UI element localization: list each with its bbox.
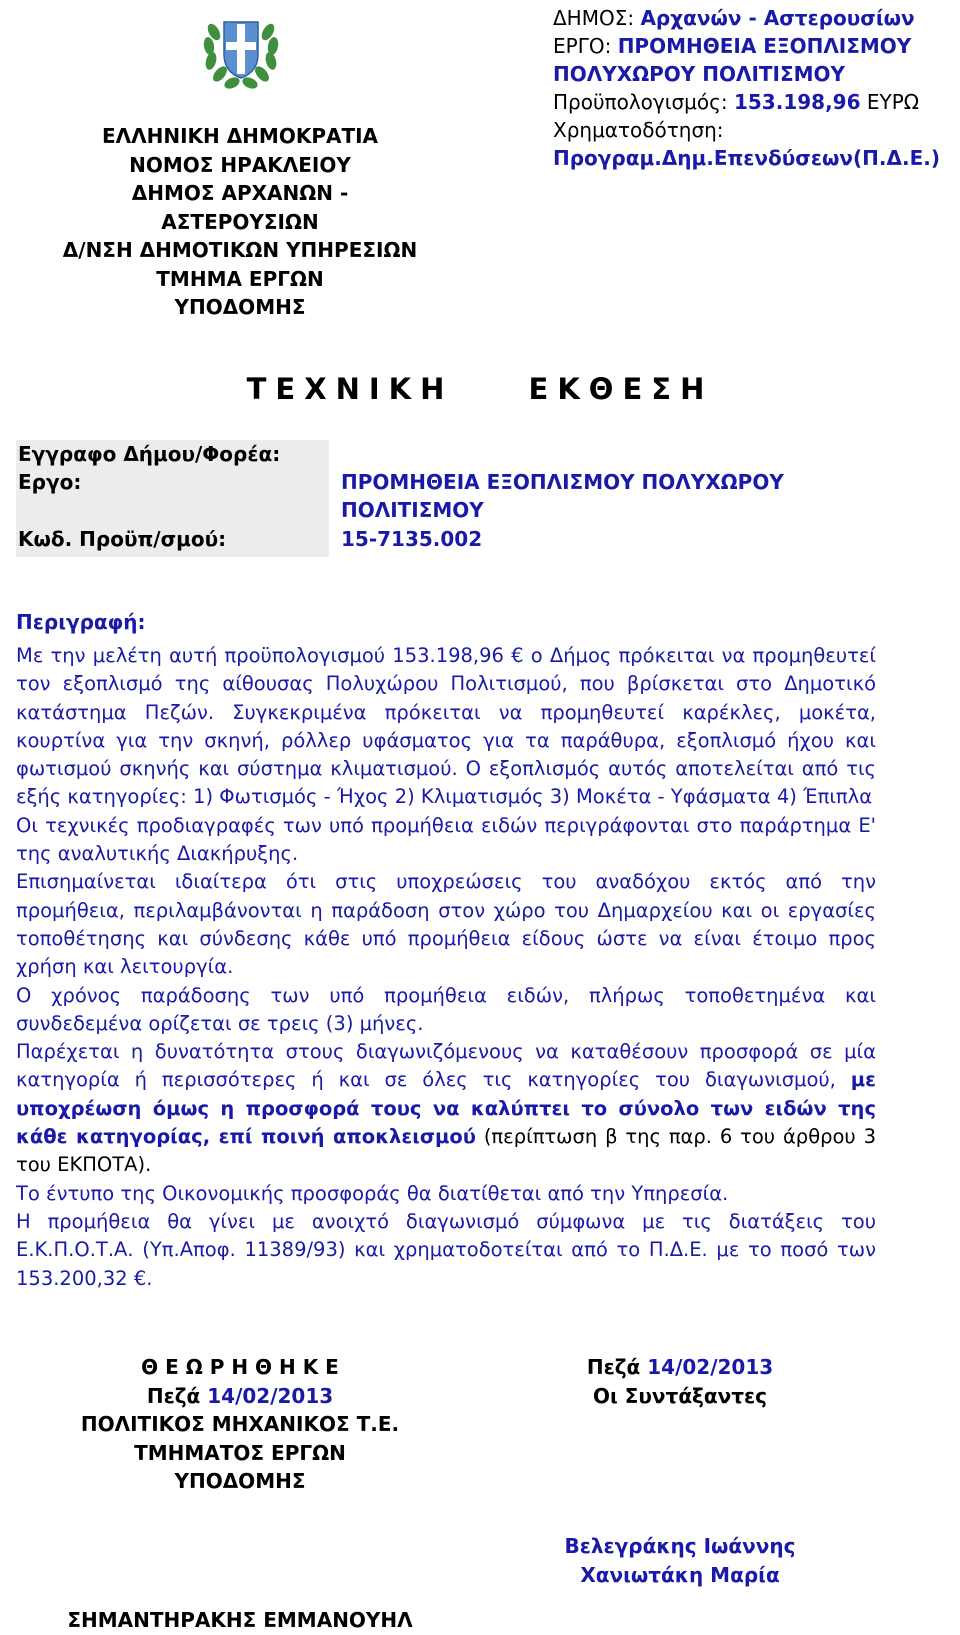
signer-name: Βελεγράκης Ιωάννης <box>564 1534 796 1558</box>
country-line: ΕΛΛΗΝΙΚΗ ΔΗΜΟΚΡΑΤΙΑ <box>101 124 379 148</box>
offers-text: Παρέχεται η δυνατότητα στους διαγωνιζόμενους να καταθέσουν προσφορά σε μία κατηγορία ή περισσότερες ή και σε όλες τις κατηγορίες του διαγωνισμού, <box>16 1040 876 1092</box>
paragraph-budget: Με την μελέτη αυτή προϋπολογισμού 153.198,96 € ο Δήμος πρόκειται να προμηθευτεί τον εξοπλισμό της αίθουσας Πολυχώρου Πολιτισμού, που βρίσκεται στο Δημοτικό κατάστημα Πεζών. Συγκεκριμένα πρόκειται να προμηθευτεί καρέκλες, μοκέτα, κουρτίνα για την σκηνή, ρόλλερ υφάσματος για τα παράθυρα, εξοπλισμό ήχου και φωτισμού σκηνής και σύστημα κλιματισμού. Ο εξοπλισμός αυτός αποτελείται από τις εξής κατηγορίες: 1) Φωτισμός - Ήχος 2) Κλιματισμός 3) Μοκέτα - Υφάσματα 4) Έπιπλα <box>16 644 876 809</box>
department-line: ΤΜΗΜΑ ΕΡΓΩΝ <box>156 266 324 291</box>
doc-label: Εγγραφο Δήμου/Φορέα: <box>18 442 281 466</box>
title-word-report: ΕΚΘΕΣΗ <box>528 372 714 406</box>
paragraph-obligations: Επισημαίνεται ιδιαίτερα ότι στις υποχρεώσεις του αναδόχου εκτός από την προμήθεια, περιλαμβάνονται η παράδοση στον χώρο του Δημαρχείου και οι εργασίες τοποθέτησης και σύνδεσης κάθε υπό προμήθεια είδους ώστε να είναι έτοιμο προς χρήση και λειτουργία. <box>16 870 876 979</box>
description-heading: Περιγραφή: <box>16 610 146 634</box>
project-value-2: ΠΟΛΥΧΩΡΟΥ ΠΟΛΙΤΙΣΜΟΥ <box>553 62 846 86</box>
municipality-line: ΔΗΜΟΣ ΑΡΧΑΝΩΝ - ΑΣΤΕΡΟΥΣΙΩΝ <box>131 181 349 234</box>
funding-label: Χρηματοδότηση: <box>553 118 724 142</box>
project-value-info-2: ΠΟΛΙΤΙΣΜΟΥ <box>341 498 484 522</box>
prefecture-line: ΝΟΜΟΣ ΗΡΑΚΛΕΙΟΥ <box>129 152 351 177</box>
project-header <box>553 4 953 172</box>
approver-name: ΣΗΜΑΝΤΗΡΑΚΗΣ ΕΜΜΑΝΟΥΗΛ <box>67 1608 413 1632</box>
offers-reference: (περίπτωση β της παρ. 6 του άρθρου 3 του ΕΚΠΟΤΑ). <box>16 1125 876 1177</box>
project-label: ΕΡΓΟ: <box>553 34 612 58</box>
municipality-value: Αρχανών - Αστερουσίων <box>640 6 915 30</box>
budget-label: Προϋπολογισμός: <box>553 90 728 114</box>
paragraph-procedure: Η προμήθεια θα γίνει με ανοιχτό διαγωνισμό σύμφωνα με τις διατάξεις του Ε.Κ.Π.Ο.Τ.Α. (Υπ.Αποφ. 11389/93) και χρηματοδοτείται από το Π.Δ.Ε. με το ποσό των 153.200,32 €. <box>16 1209 876 1290</box>
approved-date-row <box>40 1382 440 1411</box>
authors-date: 14/02/2013 <box>647 1355 774 1379</box>
approver-role: ΠΟΛΙΤΙΚΟΣ ΜΗΧΑΝΙΚΟΣ Τ.Ε. <box>80 1412 400 1436</box>
approver-role-3: ΥΠΟΔΟΜΗΣ <box>174 1469 306 1493</box>
description-body <box>16 642 876 1293</box>
signer-name-2: Χανιωτάκη Μαρία <box>580 1562 780 1587</box>
funding-value: Προγραμ.Δημ.Επενδύσεων(Π.Δ.Ε.) <box>553 146 940 170</box>
authors-block <box>520 1353 840 1410</box>
title-word-technical: ΤΕΧΝΙΚΗ <box>246 372 454 406</box>
municipality-label: ΔΗΜΟΣ: <box>553 6 635 30</box>
municipality-row <box>553 4 953 32</box>
budget-currency: ΕΥΡΩ <box>866 90 920 114</box>
paragraph-offers <box>16 1038 876 1179</box>
code-label: Κωδ. Προϋπ/σμού: <box>18 527 227 551</box>
approved-date: 14/02/2013 <box>207 1383 334 1408</box>
budget-row <box>553 88 953 116</box>
approval-block <box>40 1353 440 1496</box>
approver-role-2: ΤΜΗΜΑΤΟΣ ΕΡΓΩΝ <box>134 1440 346 1465</box>
directorate-line: Δ/ΝΣΗ ΔΗΜΟΤΙΚΩΝ ΥΠΗΡΕΣΙΩΝ <box>62 238 418 262</box>
department-line-2: ΥΠΟΔΟΜΗΣ <box>174 295 306 319</box>
budget-value: 153.198,96 <box>733 90 861 114</box>
signers-list <box>520 1532 840 1589</box>
authors-date-row <box>520 1353 840 1382</box>
paragraph-specs: Οι τεχνικές προδιαγραφές των υπό προμήθεια ειδών περιγράφονται στο παράρτημα Ε' της αναλυτικής Διακήρυξης. <box>16 813 876 866</box>
code-value: 15-7135.002 <box>341 527 483 551</box>
project-value-info: ΠΡΟΜΗΘΕΙΑ ΕΞΟΠΛΙΣΜΟΥ ΠΟΛΥΧΩΡΟΥ <box>341 470 784 494</box>
paragraph-form: Το έντυπο της Οικονομικής προσφοράς θα διατίθεται από την Υπηρεσία. <box>16 1181 729 1205</box>
project-row <box>553 32 953 60</box>
approved-title: Θ Ε Ω Ρ Η Θ Η Κ Ε <box>141 1355 339 1379</box>
authors-title: Οι Συντάξαντες <box>593 1383 767 1408</box>
authors-place: Πεζά <box>586 1355 641 1379</box>
greek-emblem-icon <box>200 4 282 92</box>
document-title <box>0 372 960 406</box>
approved-place: Πεζά <box>146 1383 201 1408</box>
offers-emphasis: με υποχρέωση όμως η προσφορά τους να καλύπτει το σύνολο των ειδών της κάθε κατηγορίας, επί ποινή αποκλεισμού <box>16 1068 876 1149</box>
authority-header <box>60 122 420 322</box>
project-label-info: Εργο: <box>18 470 82 494</box>
project-value: ΠΡΟΜΗΘΕΙΑ ΕΞΟΠΛΙΣΜΟΥ <box>617 34 912 58</box>
paragraph-delivery: Ο χρόνος παράδοσης των υπό προμήθεια ειδών, πλήρως τοποθετημένα και συνδεδεμένα ορίζεται σε τρεις (3) μήνες. <box>16 983 876 1035</box>
